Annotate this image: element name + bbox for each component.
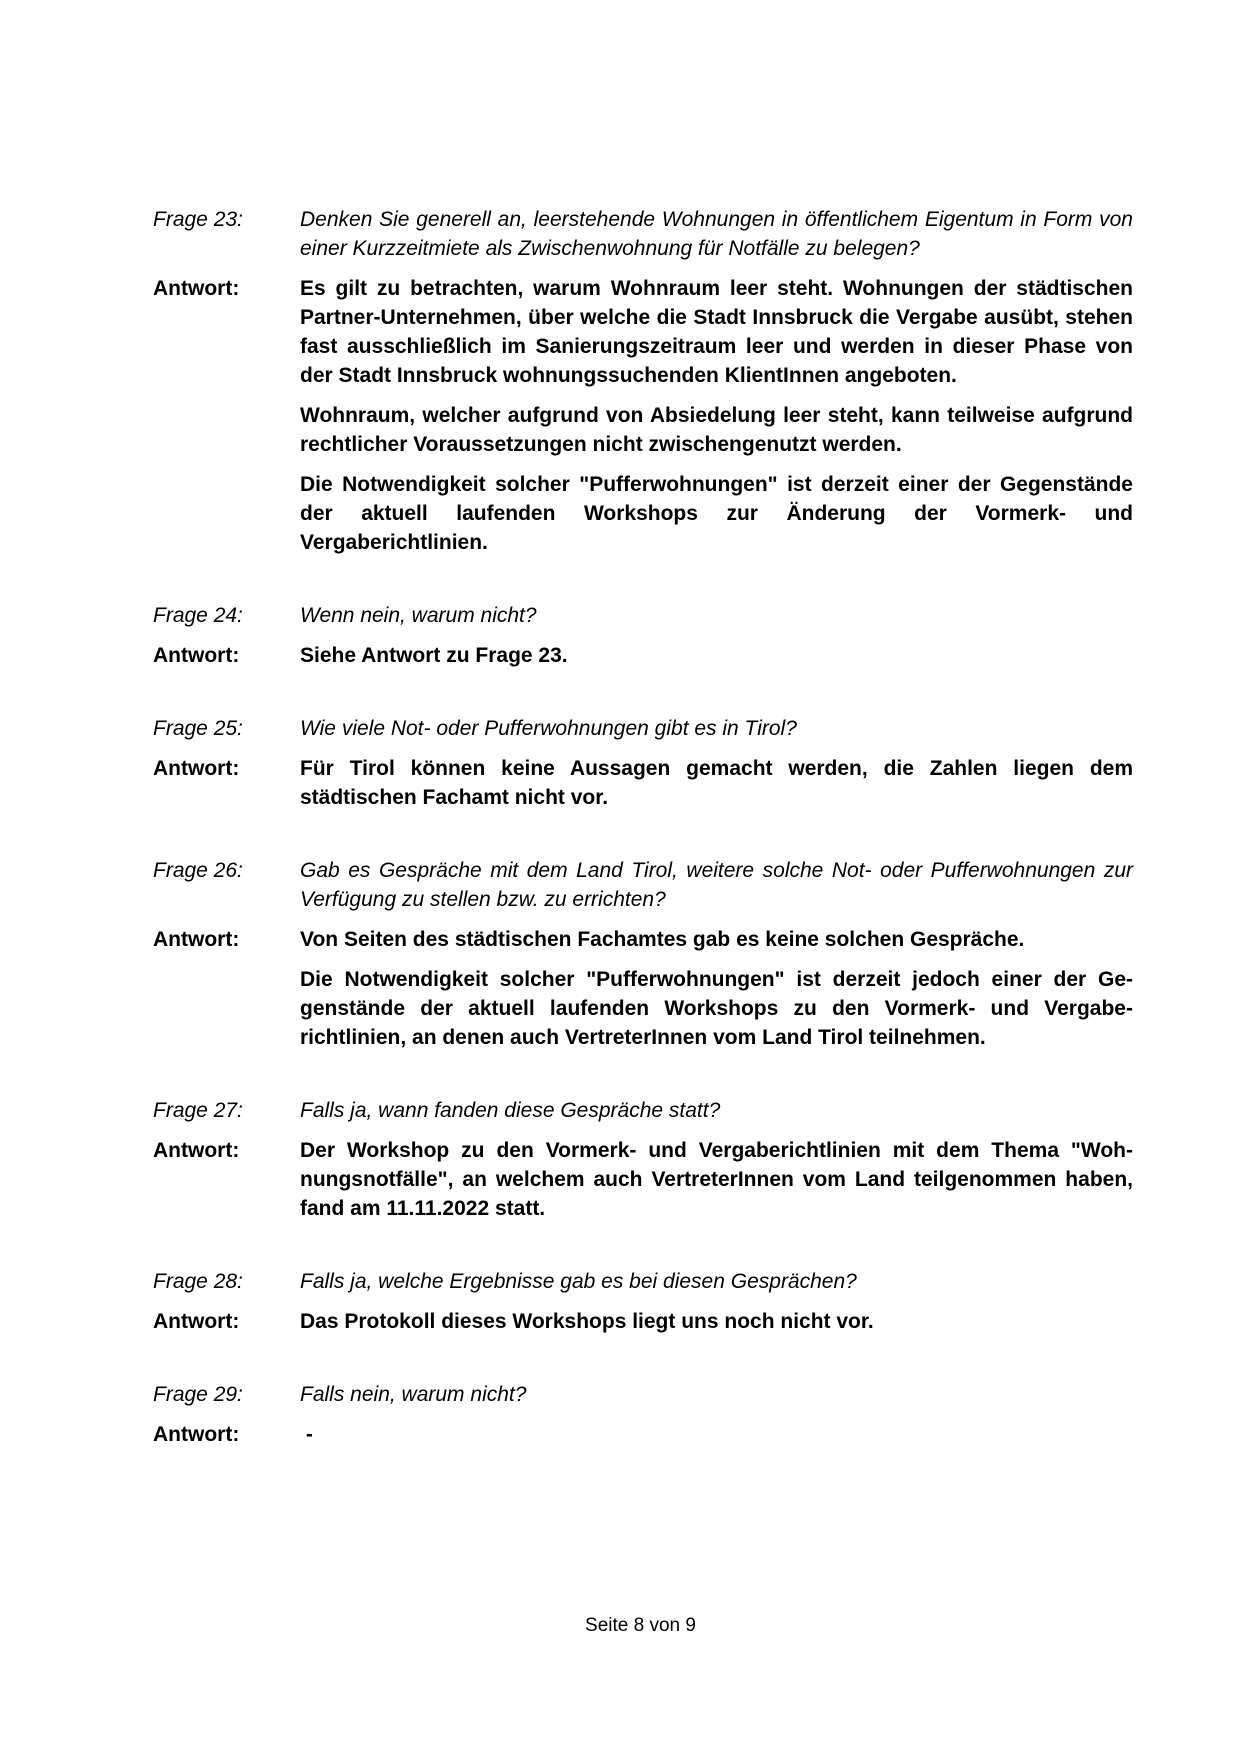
answer-row — [153, 1420, 1133, 1449]
question-text: Falls ja, welche Ergebnisse gab es bei diesen Gesprächen? — [300, 1270, 857, 1293]
answer-row — [153, 1307, 1133, 1336]
answer-label: Antwort: — [153, 757, 240, 780]
answer-row — [153, 754, 1133, 812]
answer-text — [300, 1420, 1133, 1449]
qa-block-26 — [153, 856, 1133, 1052]
question-text: Denken Sie generell an, leerstehende Wohnungen in öffentlichem Eigentum in Form von einer Kurzzeitmiete als Zwischenwohnung für Notfälle zu belegen? — [300, 208, 1133, 260]
answer-paragraph: Es gilt zu betrachten, warum Wohnraum leer steht. Wohnungen der städtischen Partner-Unternehmen, über welche die Stadt Innsbruck die Vergabe ausübt, stehen fast ausschließlich im Sanierungszeitraum leer und werden in dieser Phase von der Stadt Innsbruck wohnungssuchenden KlientInnen angeboten. — [300, 277, 1133, 387]
question-label: Frage 28: — [153, 1270, 243, 1293]
question-label: Frage 26: — [153, 859, 243, 882]
question-label: Frage 23: — [153, 208, 243, 231]
qa-block-23 — [153, 205, 1133, 557]
question-row — [153, 601, 1133, 630]
question-label: Frage 27: — [153, 1099, 243, 1122]
page-number: Seite 8 von 9 — [585, 1615, 696, 1636]
question-row — [153, 205, 1133, 263]
answer-row — [153, 1136, 1133, 1223]
answer-paragraph: Das Protokoll dieses Workshops liegt uns noch nicht vor. — [300, 1310, 874, 1333]
answer-label: Antwort: — [153, 277, 240, 300]
question-text: Wie viele Not- oder Pufferwohnungen gibt es in Tirol? — [300, 717, 797, 740]
question-text: Falls ja, wann fanden diese Gespräche statt? — [300, 1099, 721, 1122]
qa-block-28 — [153, 1267, 1133, 1336]
qa-block-24 — [153, 601, 1133, 670]
question-row — [153, 856, 1133, 914]
answer-paragraph: Wohnraum, welcher aufgrund von Absiedelung leer steht, kann teilweise aufgrund rechtlicher Voraussetzungen nicht zwischengenutzt werden. — [300, 404, 1133, 456]
answer-row — [153, 925, 1133, 1052]
answer-label: Antwort: — [153, 928, 240, 951]
question-row — [153, 1267, 1133, 1296]
answer-paragraph: Von Seiten des städtischen Fachamtes gab es keine solchen Gespräche. — [300, 928, 1025, 951]
qa-block-25 — [153, 714, 1133, 812]
answer-paragraph: Der Workshop zu den Vormerk- und Vergaberichtlinien mit dem Thema "Wohnungsnotfälle", an welchem auch VertreterInnen vom Land teilgenommen haben, fand am 11.11.2022 statt. — [300, 1139, 1133, 1220]
answer-paragraph: Für Tirol können keine Aussagen gemacht werden, die Zahlen liegen dem städtischen Fachamt nicht vor. — [300, 757, 1133, 809]
question-text: Falls nein, warum nicht? — [300, 1383, 527, 1406]
answer-paragraph: - — [300, 1423, 313, 1446]
question-text: Wenn nein, warum nicht? — [300, 604, 537, 627]
answer-paragraph: Die Notwendigkeit solcher "Pufferwohnungen" ist derzeit einer der Gegenstände der aktuell laufenden Workshops zur Änderung der Vormerk- und Vergaberichtlinien. — [300, 473, 1133, 554]
answer-label: Antwort: — [153, 644, 240, 667]
answer-row — [153, 641, 1133, 670]
answer-label: Antwort: — [153, 1139, 240, 1162]
question-row — [153, 1096, 1133, 1125]
question-row — [153, 714, 1133, 743]
question-label: Frage 25: — [153, 717, 243, 740]
question-label: Frage 24: — [153, 604, 243, 627]
answer-label: Antwort: — [153, 1310, 240, 1333]
answer-text — [300, 274, 1133, 557]
answer-text — [300, 925, 1133, 1052]
answer-text — [300, 1307, 1133, 1336]
document-page — [153, 205, 1133, 1493]
answer-paragraph: Siehe Antwort zu Frage 23. — [300, 644, 568, 667]
answer-row — [153, 274, 1133, 557]
answer-text — [300, 754, 1133, 812]
answer-label: Antwort: — [153, 1423, 240, 1446]
question-text: Gab es Gespräche mit dem Land Tirol, weitere solche Not- oder Pufferwohnungen zur Verfügung zu stellen bzw. zu errichten? — [300, 859, 1133, 911]
answer-paragraph: Die Notwendigkeit solcher "Pufferwohnungen" ist derzeit jedoch einer der Gegenstände der aktuell laufenden Workshops zu den Vormerk- und Vergaberichtlinien, an denen auch VertreterInnen vom Land Tirol teilnehmen. — [300, 968, 1133, 1049]
answer-text — [300, 1136, 1133, 1223]
question-label: Frage 29: — [153, 1383, 243, 1406]
qa-block-27 — [153, 1096, 1133, 1223]
answer-text — [300, 641, 1133, 670]
qa-block-29 — [153, 1380, 1133, 1449]
question-row — [153, 1380, 1133, 1409]
